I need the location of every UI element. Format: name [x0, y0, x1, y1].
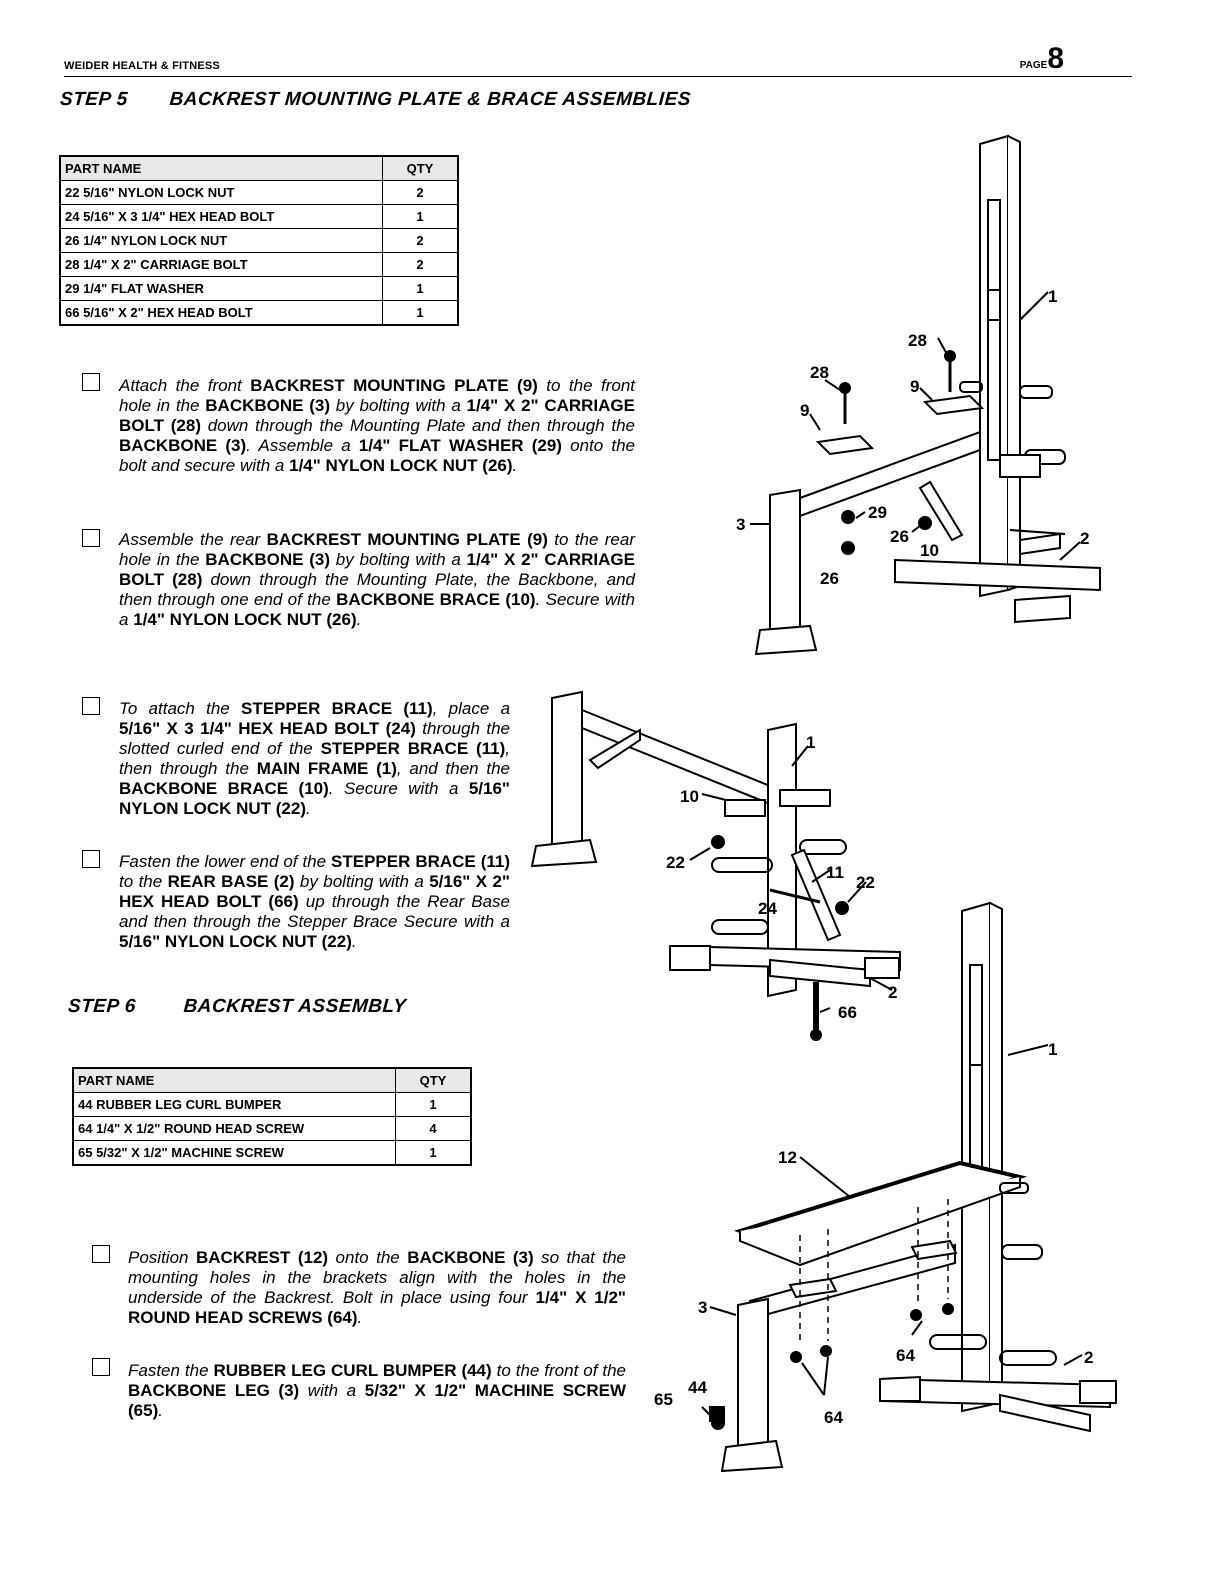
page-number-block [1020, 44, 1064, 74]
callout-11: 11 [826, 863, 844, 882]
brand-name: WEIDER HEALTH & FITNESS [64, 60, 220, 72]
qty-header: QTY [396, 1068, 472, 1093]
bold-term: REAR BASE (2) [167, 872, 295, 891]
callout-2: 2 [888, 983, 898, 1002]
step5-number: STEP 5 [59, 89, 129, 110]
diagram-backrest-assembly [650, 895, 1140, 1490]
bold-term: BACKBONE LEG (3) [128, 1381, 300, 1400]
bold-term: MAIN FRAME (1) [256, 759, 397, 778]
bold-term: BACKBONE (3) [119, 436, 247, 455]
step5-heading [59, 89, 691, 111]
instruction-text: with a [299, 1381, 365, 1400]
instruction-text: . [158, 1401, 163, 1420]
step6-number: STEP 6 [67, 996, 137, 1017]
callout-9: 9 [800, 401, 810, 420]
instruction-text: so that the mounting holes in the brackets align with the holes in the underside of the Backrest. Bolt in place using four [128, 1248, 626, 1307]
part-qty: 1 [383, 277, 459, 301]
part-qty: 2 [383, 253, 459, 277]
bold-term: 5/16" NYLON LOCK NUT (22) [119, 779, 510, 818]
instruction-text: , and then the [396, 759, 511, 778]
callout-1: 1 [1048, 287, 1058, 306]
bold-term: STEPPER BRACE (11) [331, 852, 510, 871]
instruction-text: through the slotted curled end of the [119, 719, 510, 758]
step-checkbox[interactable] [82, 697, 100, 715]
table-row [60, 205, 458, 229]
instruction-text: Assemble the rear [119, 530, 267, 549]
bold-term: BACKBONE (3) [407, 1248, 534, 1267]
instruction-1 [119, 376, 635, 476]
qty-header: QTY [383, 156, 459, 181]
instruction-text: Position [128, 1248, 196, 1267]
diagram-backrest-mounting-plates [730, 130, 1130, 660]
part-name: 22 5/16" NYLON LOCK NUT [60, 181, 383, 205]
instruction-text: to the front of the [491, 1361, 626, 1380]
instruction-text: , then through the [119, 739, 510, 778]
part-name-header: PART NAME [73, 1068, 396, 1093]
instruction-text: onto the bolt and secure with a [119, 436, 635, 475]
bold-term: 5/16" X 2" HEX HEAD BOLT (66) [119, 872, 510, 911]
bold-term: BACKREST MOUNTING PLATE (9) [250, 376, 538, 395]
bold-term: BACKBONE BRACE (10) [336, 590, 536, 609]
bold-term: BACKREST (12) [195, 1248, 329, 1267]
step-checkbox[interactable] [92, 1245, 110, 1263]
callout-26: 26 [820, 569, 839, 588]
callout-1: 1 [806, 733, 816, 752]
part-qty: 1 [383, 301, 459, 326]
callout-64: 64 [896, 1346, 915, 1365]
instruction-3 [119, 699, 510, 819]
callout-3: 3 [736, 515, 746, 534]
callout-28: 28 [908, 331, 927, 350]
bold-term: BACKREST MOUNTING PLATE (9) [266, 530, 548, 549]
callout-26: 26 [890, 527, 909, 546]
step-checkbox[interactable] [82, 529, 100, 547]
bold-term: RUBBER LEG CURL BUMPER (44) [213, 1361, 492, 1380]
instruction-text: . [356, 610, 362, 629]
instruction-text: . [351, 932, 357, 951]
part-name: 64 1/4" X 1/2" ROUND HEAD SCREW [73, 1117, 396, 1141]
callout-22: 22 [856, 873, 875, 892]
instruction-text: onto the [328, 1248, 408, 1267]
instruction-text: . [357, 1308, 363, 1327]
callout-3: 3 [698, 1298, 708, 1317]
step-checkbox[interactable] [82, 373, 100, 391]
callout-29: 29 [868, 503, 887, 522]
part-name: 65 5/32" X 1/2" MACHINE SCREW [73, 1141, 396, 1166]
part-name: 28 1/4" X 2" CARRIAGE BOLT [60, 253, 383, 277]
step6-parts-table [72, 1067, 472, 1166]
callout-2: 2 [1084, 1348, 1094, 1367]
table-row [60, 253, 458, 277]
part-name-header: PART NAME [60, 156, 383, 181]
instruction-text: , place a [432, 699, 511, 718]
callout-65: 65 [654, 1390, 673, 1409]
table-header-row [60, 156, 458, 181]
instruction-2 [119, 530, 635, 630]
instruction-4 [119, 852, 510, 952]
instruction-text: to the rear hole in the [119, 530, 635, 569]
callout-64: 64 [824, 1408, 843, 1427]
table-row [60, 301, 458, 326]
callout-28: 28 [810, 363, 829, 382]
bold-term: 1/4" NYLON LOCK NUT (26) [289, 456, 513, 475]
instruction-text: by bolting with a [294, 872, 430, 891]
bold-term: BACKBONE (3) [205, 550, 331, 569]
bold-term: 5/16" NYLON LOCK NUT (22) [119, 932, 352, 951]
instruction-text: . Secure with a [328, 779, 469, 798]
part-qty: 1 [396, 1093, 472, 1117]
step6-heading [67, 996, 407, 1018]
instruction-text: . Secure with a [119, 590, 635, 629]
callout-9: 9 [910, 377, 920, 396]
instruction-text: to the [119, 872, 168, 891]
callout-24: 24 [758, 899, 777, 918]
callout-22: 22 [666, 853, 685, 872]
instruction-text: . [306, 799, 311, 818]
table-row [60, 229, 458, 253]
bold-term: 1/4" X 2" CARRIAGE BOLT (28) [119, 396, 635, 435]
instruction-text: to the front hole in the [119, 376, 636, 415]
instruction-text: down through the Mounting Plate and then through the [200, 416, 635, 435]
part-qty: 2 [383, 229, 459, 253]
step-checkbox[interactable] [92, 1358, 110, 1376]
instruction-text: To attach the [119, 699, 242, 718]
bold-term: 1/4" NYLON LOCK NUT (26) [133, 610, 357, 629]
step6-title: BACKREST ASSEMBLY [182, 996, 408, 1017]
instruction-6 [128, 1361, 626, 1421]
step5-title: BACKREST MOUNTING PLATE & BRACE ASSEMBLIES [168, 89, 692, 110]
bold-term: BACKBONE BRACE (10) [119, 779, 329, 798]
bold-term: STEPPER BRACE (11) [320, 739, 506, 758]
callout-10: 10 [680, 787, 699, 806]
bold-term: STEPPER BRACE (11) [241, 699, 433, 718]
step-checkbox[interactable] [82, 850, 100, 868]
part-qty: 1 [383, 205, 459, 229]
callout-44: 44 [688, 1378, 707, 1397]
part-name: 44 RUBBER LEG CURL BUMPER [73, 1093, 396, 1117]
table-row [73, 1093, 471, 1117]
instruction-text: Fasten the [128, 1361, 214, 1380]
table-row [60, 181, 458, 205]
part-qty: 2 [383, 181, 459, 205]
part-qty: 1 [396, 1141, 472, 1166]
callout-1: 1 [1048, 1040, 1058, 1059]
instruction-text: Attach the front [119, 376, 251, 395]
instruction-text: . Assemble a [246, 436, 359, 455]
part-name: 26 1/4" NYLON LOCK NUT [60, 229, 383, 253]
callout-2: 2 [1080, 529, 1090, 548]
table-row [73, 1117, 471, 1141]
step5-parts-table [59, 155, 459, 326]
bold-term: 1/4" X 2" CARRIAGE BOLT (28) [119, 550, 635, 589]
page-header [64, 36, 1132, 77]
instruction-text: down through the Mounting Plate, the Backbone, and then through one end of the [119, 570, 635, 609]
callout-10: 10 [920, 541, 939, 560]
part-name: 66 5/16" X 2" HEX HEAD BOLT [60, 301, 383, 326]
callout-12: 12 [778, 1148, 797, 1167]
instruction-text: by bolting with a [330, 550, 467, 569]
instruction-text: by bolting with a [330, 396, 467, 415]
instruction-text: up through the Rear Base and then through the Stepper Brace Secure with a [119, 892, 510, 931]
page-number: 8 [1047, 42, 1064, 75]
bold-term: 1/4" X 1/2" ROUND HEAD SCREWS (64) [128, 1288, 626, 1327]
bold-term: 1/4" FLAT WASHER (29) [358, 436, 562, 455]
instruction-text: . [512, 456, 518, 475]
bold-term: 5/16" X 3 1/4" HEX HEAD BOLT (24) [119, 719, 416, 738]
part-qty: 4 [396, 1117, 472, 1141]
bold-term: 5/32" X 1/2" MACHINE SCREW (65) [128, 1381, 626, 1420]
instruction-5 [128, 1248, 626, 1328]
table-row [60, 277, 458, 301]
callout-66: 66 [838, 1003, 857, 1022]
table-row [73, 1141, 471, 1166]
table-header-row [73, 1068, 471, 1093]
bold-term: BACKBONE (3) [205, 396, 331, 415]
page-label: PAGE [1019, 60, 1048, 71]
part-name: 29 1/4" FLAT WASHER [60, 277, 383, 301]
part-name: 24 5/16" X 3 1/4" HEX HEAD BOLT [60, 205, 383, 229]
instruction-text: Fasten the lower end of the [119, 852, 332, 871]
